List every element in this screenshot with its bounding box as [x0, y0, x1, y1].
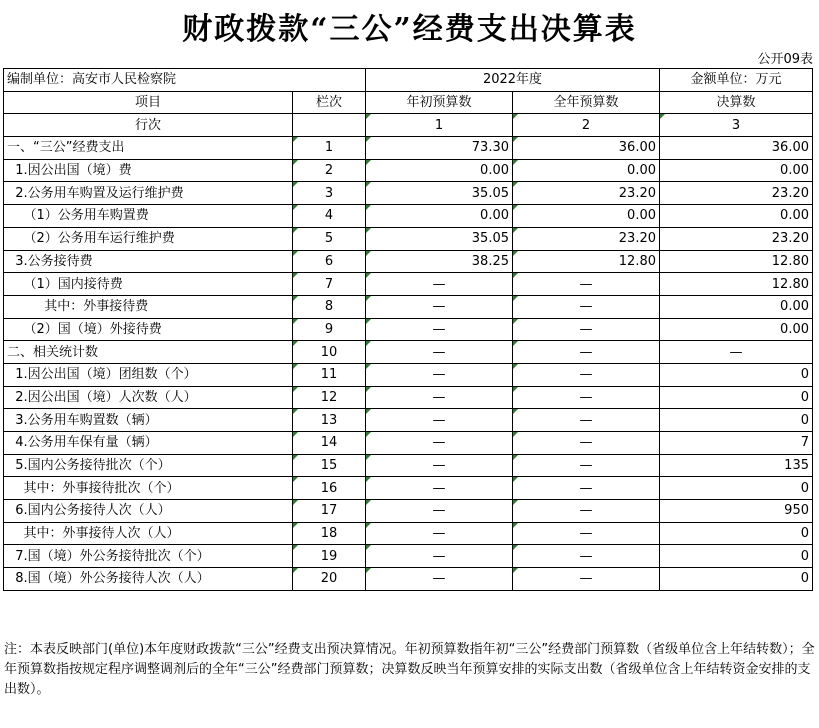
- row-label: 6.国内公务接待人次（人）: [4, 500, 293, 523]
- table-row: [4, 273, 813, 296]
- row-no: 15: [293, 454, 366, 477]
- row-label: 3.公务用车购置数（辆）: [4, 409, 293, 432]
- table-row: [4, 500, 813, 523]
- table-row: [4, 568, 813, 591]
- row-no: 13: [293, 409, 366, 432]
- row-final-accounts: 12.80: [660, 250, 813, 273]
- table-row: [4, 205, 813, 228]
- row-no: 17: [293, 500, 366, 523]
- currency-label: 金额单位：万元: [660, 69, 813, 92]
- row-final-accounts: 12.80: [660, 273, 813, 296]
- row-label: （2）国（境）外接待费: [4, 318, 293, 341]
- table-row: [4, 341, 813, 364]
- row-annual-budget: —: [513, 363, 660, 386]
- row-initial-budget: 73.30: [366, 137, 513, 160]
- row-annual-budget: —: [513, 318, 660, 341]
- row-final-accounts: 23.20: [660, 182, 813, 205]
- row-annual-budget: 0.00: [513, 205, 660, 228]
- row-no: 16: [293, 477, 366, 500]
- header-annual-budget: 全年预算数: [513, 91, 660, 114]
- row-no: 5: [293, 227, 366, 250]
- row-initial-budget: —: [366, 545, 513, 568]
- row-initial-budget: —: [366, 432, 513, 455]
- row-no: 18: [293, 522, 366, 545]
- row-no: 8: [293, 295, 366, 318]
- row-final-accounts: 0: [660, 568, 813, 591]
- row-label: 一、“三公”经费支出: [4, 137, 293, 160]
- row-final-accounts: 0: [660, 363, 813, 386]
- table-row: [4, 522, 813, 545]
- row-final-accounts: 950: [660, 500, 813, 523]
- row-no: 7: [293, 273, 366, 296]
- row-initial-budget: 35.05: [366, 227, 513, 250]
- row-initial-budget: —: [366, 341, 513, 364]
- row-initial-budget: —: [366, 318, 513, 341]
- row-label: 2.公务用车购置及运行维护费: [4, 182, 293, 205]
- row-label: 3.公务接待费: [4, 250, 293, 273]
- row-annual-budget: —: [513, 500, 660, 523]
- row-annual-budget: —: [513, 477, 660, 500]
- row-label: 其中：外事接待批次（个）: [4, 477, 293, 500]
- row-initial-budget: 38.25: [366, 250, 513, 273]
- index-no: [293, 114, 366, 137]
- row-annual-budget: —: [513, 409, 660, 432]
- row-label: 2.因公出国（境）人次数（人）: [4, 386, 293, 409]
- row-initial-budget: —: [366, 522, 513, 545]
- row-no: 1: [293, 137, 366, 160]
- unit-label: 编制单位：高安市人民检察院: [4, 69, 366, 92]
- table-row: [4, 545, 813, 568]
- table-row: [4, 454, 813, 477]
- table-row: [4, 386, 813, 409]
- expense-table: [3, 68, 813, 591]
- year-label: 2022年度: [366, 69, 660, 92]
- row-final-accounts: 0: [660, 477, 813, 500]
- index-label: 行次: [4, 114, 293, 137]
- row-initial-budget: —: [366, 568, 513, 591]
- header-item: 项目: [4, 91, 293, 114]
- row-initial-budget: —: [366, 454, 513, 477]
- row-annual-budget: —: [513, 341, 660, 364]
- row-annual-budget: —: [513, 273, 660, 296]
- page-title: 财政拨款“三公”经费支出决算表: [182, 12, 637, 47]
- row-annual-budget: —: [513, 568, 660, 591]
- row-annual-budget: —: [513, 545, 660, 568]
- row-initial-budget: —: [366, 386, 513, 409]
- row-no: 11: [293, 363, 366, 386]
- row-final-accounts: 7: [660, 432, 813, 455]
- table-meta-row: [4, 69, 813, 92]
- row-initial-budget: 35.05: [366, 182, 513, 205]
- form-number: 公开09表: [757, 52, 813, 67]
- row-annual-budget: 36.00: [513, 137, 660, 160]
- row-label: 其中：外事接待人次（人）: [4, 522, 293, 545]
- row-initial-budget: —: [366, 363, 513, 386]
- row-label: 7.国（境）外公务接待批次（个）: [4, 545, 293, 568]
- row-annual-budget: 23.20: [513, 182, 660, 205]
- row-no: 3: [293, 182, 366, 205]
- row-final-accounts: 0: [660, 522, 813, 545]
- row-initial-budget: 0.00: [366, 159, 513, 182]
- table-row: [4, 477, 813, 500]
- row-no: 2: [293, 159, 366, 182]
- row-final-accounts: 0.00: [660, 295, 813, 318]
- row-no: 10: [293, 341, 366, 364]
- row-initial-budget: —: [366, 295, 513, 318]
- row-final-accounts: 23.20: [660, 227, 813, 250]
- row-label: 4.公务用车保有量（辆）: [4, 432, 293, 455]
- table-row: [4, 159, 813, 182]
- row-label: （2）公务用车运行维护费: [4, 227, 293, 250]
- row-final-accounts: 0: [660, 545, 813, 568]
- row-annual-budget: —: [513, 386, 660, 409]
- row-annual-budget: —: [513, 454, 660, 477]
- table-row: [4, 227, 813, 250]
- row-no: 4: [293, 205, 366, 228]
- table-row: [4, 409, 813, 432]
- row-no: 6: [293, 250, 366, 273]
- row-initial-budget: —: [366, 500, 513, 523]
- row-initial-budget: —: [366, 273, 513, 296]
- row-final-accounts: 0.00: [660, 318, 813, 341]
- row-no: 19: [293, 545, 366, 568]
- row-final-accounts: 0: [660, 386, 813, 409]
- row-annual-budget: 12.80: [513, 250, 660, 273]
- row-label: 8.国（境）外公务接待人次（人）: [4, 568, 293, 591]
- row-final-accounts: 0: [660, 409, 813, 432]
- table-row: [4, 318, 813, 341]
- table-row: [4, 363, 813, 386]
- row-label: 1.因公出国（境）团组数（个）: [4, 363, 293, 386]
- header-no: 栏次: [293, 91, 366, 114]
- index-c3: 3: [660, 114, 813, 137]
- row-label: （1）国内接待费: [4, 273, 293, 296]
- row-final-accounts: 0.00: [660, 205, 813, 228]
- row-label: 1.因公出国（境）费: [4, 159, 293, 182]
- row-annual-budget: —: [513, 432, 660, 455]
- row-initial-budget: —: [366, 477, 513, 500]
- row-annual-budget: 23.20: [513, 227, 660, 250]
- table-row: [4, 182, 813, 205]
- row-no: 9: [293, 318, 366, 341]
- footnote: 注：本表反映部门(单位)本年度财政拨款“三公”经费支出预决算情况。年初预算数指年初“三公”经费部门预算数（省级单位含上年结转数）；全年预算数指按规定程序调整调剂后的全年“三公”经费部门预算数；决算数反映当年预算安排的实际支出数（省级单位含上年结转资金安排的支出数）。: [4, 642, 815, 697]
- header-final-accounts: 决算数: [660, 91, 813, 114]
- row-final-accounts: 135: [660, 454, 813, 477]
- row-final-accounts: 36.00: [660, 137, 813, 160]
- row-initial-budget: 0.00: [366, 205, 513, 228]
- index-c1: 1: [366, 114, 513, 137]
- row-final-accounts: 0.00: [660, 159, 813, 182]
- row-label: 5.国内公务接待批次（个）: [4, 454, 293, 477]
- row-annual-budget: —: [513, 522, 660, 545]
- index-c2: 2: [513, 114, 660, 137]
- row-annual-budget: 0.00: [513, 159, 660, 182]
- row-label: 二、相关统计数: [4, 341, 293, 364]
- row-no: 12: [293, 386, 366, 409]
- table-row: [4, 137, 813, 160]
- table-body: [4, 137, 813, 591]
- row-label: 其中：外事接待费: [4, 295, 293, 318]
- table-header-row: [4, 91, 813, 114]
- table-row: [4, 295, 813, 318]
- row-final-accounts: —: [660, 341, 813, 364]
- row-annual-budget: —: [513, 295, 660, 318]
- row-initial-budget: —: [366, 409, 513, 432]
- table-row: [4, 432, 813, 455]
- row-no: 14: [293, 432, 366, 455]
- table-row: [4, 250, 813, 273]
- row-no: 20: [293, 568, 366, 591]
- header-initial-budget: 年初预算数: [366, 91, 513, 114]
- row-label: （1）公务用车购置费: [4, 205, 293, 228]
- table-index-row: [4, 114, 813, 137]
